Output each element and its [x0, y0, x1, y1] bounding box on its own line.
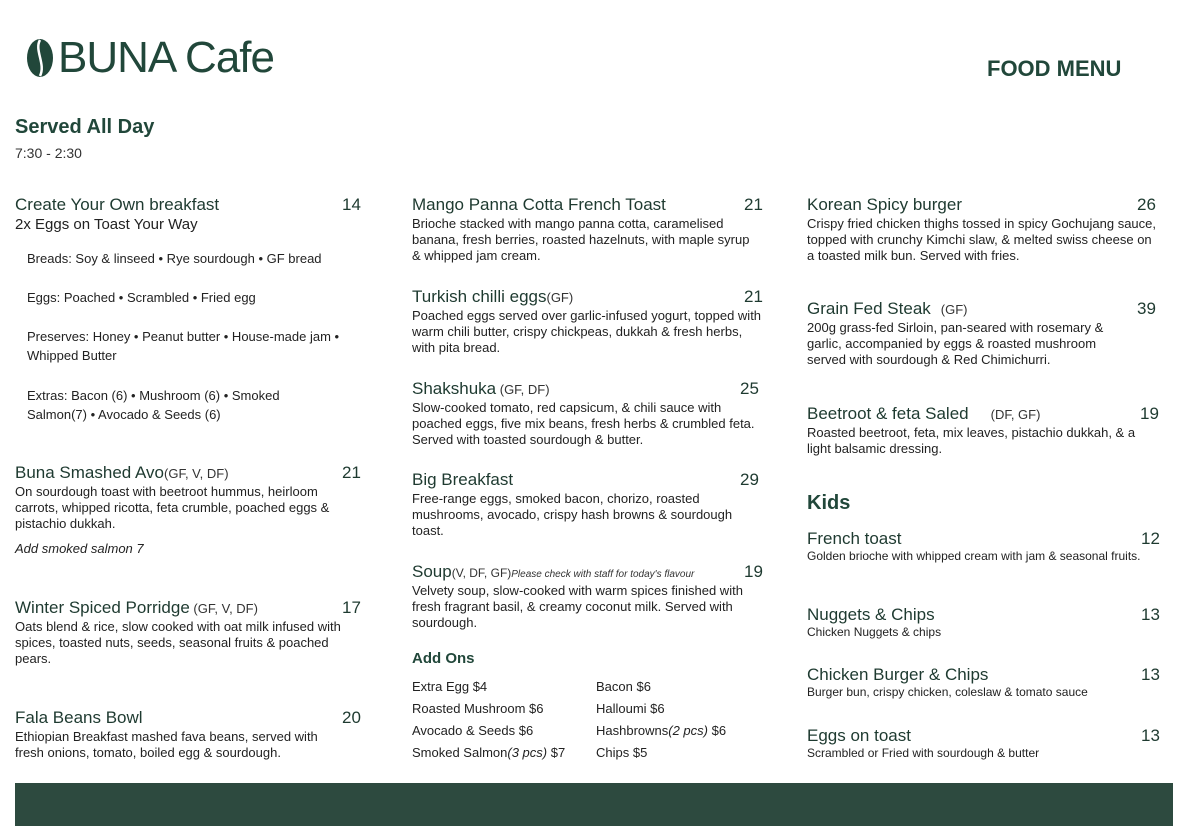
- menu-item-mango-french-toast: [412, 195, 762, 265]
- item-price: 19: [1140, 404, 1159, 423]
- item-title: Fala Beans Bowl: [15, 708, 143, 727]
- dietary-tags: (GF): [940, 302, 968, 317]
- item-description: Slow-cooked tomato, red capsicum, & chili sauce with poached eggs, five mix beans, fresh herbs & crumbled feta. Served with toasted sourdough & butter.: [412, 400, 755, 447]
- option-eggs: Eggs: Poached • Scrambled • Fried egg: [27, 290, 256, 305]
- item-price: 13: [1141, 605, 1160, 624]
- item-title: Beetroot & feta Saled (DF, GF): [807, 404, 1041, 423]
- menu-item-beetroot-salad: [807, 404, 1157, 464]
- item-price: 25: [740, 379, 759, 398]
- item-price: 19: [744, 562, 763, 581]
- item-price: 39: [1137, 299, 1156, 318]
- menu-item-fala-beans: [15, 708, 365, 768]
- brand-logo: [26, 34, 274, 82]
- item-price: 29: [740, 470, 759, 489]
- item-title: Chicken Burger & Chips: [807, 665, 989, 684]
- menu-item-grain-fed-steak: [807, 299, 1157, 369]
- addon-item: Hashbrowns(2 pcs) $6: [596, 723, 727, 738]
- item-subtitle: 2x Eggs on Toast Your Way: [15, 216, 198, 233]
- coffee-bean-icon: [26, 38, 54, 78]
- item-price: 21: [744, 287, 763, 306]
- kids-menu-item: [807, 605, 1160, 650]
- item-note: Please check with staff for today's flavour: [511, 569, 695, 580]
- item-title: Create Your Own breakfast: [15, 195, 220, 214]
- menu-title: FOOD MENU: [987, 56, 1122, 81]
- item-addon: Add smoked salmon 7: [15, 541, 144, 556]
- menu-item-smashed-avo: [15, 463, 365, 563]
- item-price: 14: [342, 195, 361, 214]
- item-description: Poached eggs served over garlic-infused yogurt, topped with warm chili butter, crispy chickpeas, dukkah & fresh herbs, with pita bread.: [412, 308, 762, 355]
- kids-menu-item: [807, 529, 1160, 574]
- item-title: Mango Panna Cotta French Toast: [412, 195, 666, 214]
- item-title: Soup(V, DF, GF)Please check with staff for today's flavour: [412, 562, 695, 581]
- menu-item-winter-porridge: [15, 598, 365, 668]
- menu-item-korean-burger: [807, 195, 1157, 265]
- option-breads: Breads: Soy & linseed • Rye sourdough • GF bread: [27, 251, 322, 266]
- item-price: 20: [342, 708, 361, 727]
- option-extras: Extras: Bacon (6) • Mushroom (6) • Smoked Salmon(7) • Avocado & Seeds (6): [27, 388, 280, 422]
- item-description: Brioche stacked with mango panna cotta, caramelised banana, fresh berries, roasted hazelnuts, with maple syrup & whipped jam cream.: [412, 216, 750, 263]
- item-description: Crispy fried chicken thighs tossed in spicy Gochujang sauce, topped with crunchy Kimchi slaw, & melted swiss cheese on a toasted milk bun. Served with fries.: [807, 216, 1157, 263]
- menu-item-shakshuka: [412, 379, 762, 449]
- footer-bar: [15, 783, 1173, 826]
- item-title: Nuggets & Chips: [807, 605, 935, 624]
- brand-name: BUNA Cafe: [58, 33, 274, 82]
- dietary-tags: (DF, GF): [990, 407, 1041, 422]
- dietary-tags: (GF, V, DF): [164, 466, 229, 481]
- item-title: French toast: [807, 529, 902, 548]
- dietary-tags: (GF, V, DF): [189, 601, 258, 616]
- kids-menu-item: [807, 665, 1160, 710]
- dietary-tags: (GF): [546, 290, 574, 305]
- item-description: Ethiopian Breakfast mashed fava beans, served with fresh onions, tomato, boiled egg & sourdough.: [15, 729, 318, 760]
- menu-item-soup: [412, 562, 767, 632]
- item-description: Roasted beetroot, feta, mix leaves, pistachio dukkah, & a light balsamic dressing.: [807, 425, 1136, 456]
- menu-item-turkish-eggs: [412, 287, 762, 357]
- item-description: On sourdough toast with beetroot hummus, heirloom carrots, whipped ricotta, feta crumble, poached eggs & pistachio dukkah.: [15, 484, 330, 531]
- section-title-add-ons: Add Ons: [412, 650, 475, 667]
- menu-item-big-breakfast: [412, 470, 762, 540]
- item-price: 13: [1141, 726, 1160, 745]
- item-price: 21: [342, 463, 361, 482]
- item-description: Scrambled or Fried with sourdough & butter: [807, 746, 1040, 760]
- item-price: 12: [1141, 529, 1160, 548]
- item-description: Free-range eggs, smoked bacon, chorizo, roasted mushrooms, avocado, crispy hash browns & sourdough toast.: [412, 491, 733, 538]
- item-title: Grain Fed Steak (GF): [807, 299, 968, 318]
- kids-menu-item: [807, 726, 1160, 771]
- item-description: 200g grass-fed Sirloin, pan-seared with rosemary & garlic, accompanied by eggs & roasted mushroom served with sourdough & Red Chimichurri.: [807, 320, 1104, 367]
- item-title: Turkish chilli eggs(GF): [412, 287, 574, 306]
- section-title-served-all-day: Served All Day: [15, 116, 155, 138]
- option-preserves: Preserves: Honey • Peanut butter • House-made jam • Whipped Butter: [27, 329, 340, 363]
- item-title: Winter Spiced Porridge (GF, V, DF): [15, 598, 258, 617]
- dietary-tags: (GF, DF): [496, 382, 550, 397]
- item-price: 26: [1137, 195, 1156, 214]
- item-price: 17: [342, 598, 361, 617]
- serving-hours: 7:30 - 2:30: [15, 145, 82, 161]
- addon-item: Chips $5: [596, 745, 648, 760]
- addon-item: Smoked Salmon(3 pcs) $7: [412, 745, 566, 760]
- item-description: Chicken Nuggets & chips: [807, 625, 942, 639]
- item-price: 21: [744, 195, 763, 214]
- addon-item: Bacon $6: [596, 679, 651, 694]
- item-title: Shakshuka (GF, DF): [412, 379, 550, 398]
- addon-item: Halloumi $6: [596, 701, 665, 716]
- addon-item: Extra Egg $4: [412, 679, 488, 694]
- item-description: Oats blend & rice, slow cooked with oat milk infused with spices, toasted nuts, seeds, seasonal fruits & poached pears.: [15, 619, 341, 666]
- item-description: Burger bun, crispy chicken, coleslaw & tomato sauce: [807, 685, 1088, 699]
- dietary-tags: (V, DF, GF): [451, 566, 512, 580]
- section-title-kids: Kids: [807, 492, 851, 514]
- item-description: Velvety soup, slow-cooked with warm spices finished with fresh fragrant basil, & creamy coconut milk. Served with sourdough.: [412, 583, 743, 630]
- item-title: Buna Smashed Avo(GF, V, DF): [15, 463, 229, 482]
- item-title: Big Breakfast: [412, 470, 514, 489]
- item-title: Eggs on toast: [807, 726, 911, 745]
- menu-item-create-your-own: [15, 195, 365, 435]
- addon-item: Roasted Mushroom $6: [412, 701, 544, 716]
- item-price: 13: [1141, 665, 1160, 684]
- item-description: Golden brioche with whipped cream with jam & seasonal fruits.: [807, 549, 1141, 563]
- item-title: Korean Spicy burger: [807, 195, 962, 214]
- addon-item: Avocado & Seeds $6: [412, 723, 534, 738]
